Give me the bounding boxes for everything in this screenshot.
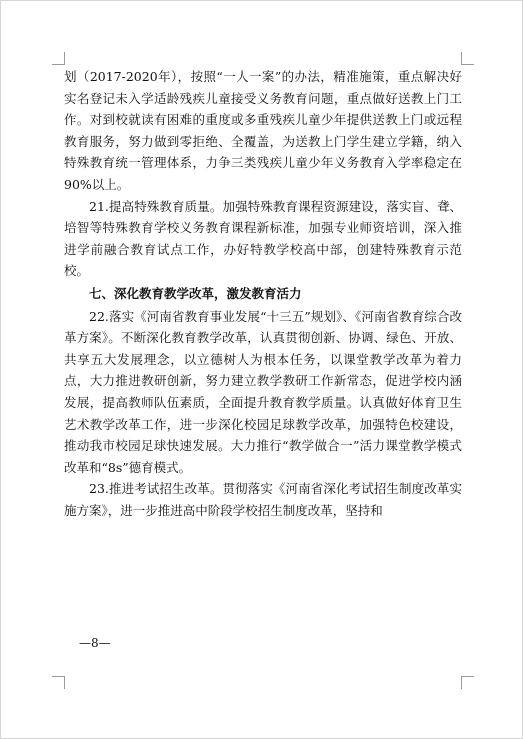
page-number: —8— (79, 636, 111, 650)
paragraph-item-23: 23.推进考试招生改革。贯彻落实《河南省深化考试招生制度改革实施方案》，进一步推进高中阶段学校招生制度改革，坚持和 (64, 481, 462, 518)
paragraph-item-21: 21.提高特殊教育质量。加强特殊教育课程资源建设，落实盲、聋、培智等特殊教育学校义务教育课程新标准，加强专业师资培训，深入推进学前融合教育试点工作，办好特教学校高中部，创建特殊教育示范校。 (64, 198, 462, 279)
document-body (64, 66, 462, 521)
crop-mark-top-right (461, 52, 474, 65)
crop-mark-top-left (52, 52, 65, 65)
paragraph-continuation: 划（2017-2020年），按照“一人一案”的办法，精准施策，重点解决好实名登记未入学适龄残疾儿童接受义务教育问题，重点做好送教上门工作。对到校就读有困难的重度或多重残疾儿童少年提供送教上门或远程教育服务，努力做到零拒绝、全覆盖，为送教上门学生建立学籍，纳入特殊教育统一管理体系，力争三类残疾儿童少年义务教育入学率稳定在90%以上。 (64, 69, 462, 192)
crop-mark-bottom-left (52, 676, 65, 689)
crop-mark-bottom-right (461, 676, 474, 689)
section-heading-7: 七、深化教育教学改革，激发教育活力 (89, 285, 302, 301)
paragraph-item-22: 22.落实《河南省教育事业发展“十三五”规划》、《河南省教育综合改革方案》。不断深化教育教学改革，认真贯彻创新、协调、绿色、开放、共享五大发展理念，以立德树人为根本任务，以课堂教学改革为着力点，大力推进教研创新，努力建立教学教研工作新常态，促进学校内涵发展，提高教师队伍素质，全面提升教育教学质量。认真做好体育卫生艺术教学改革工作，进一步深化校园足球教学改革，加强特色校建设，推动我市校园足球快速发展。大力推行“教学做合一”活力课堂教学模式改革和“8s”德育模式。 (64, 308, 462, 475)
